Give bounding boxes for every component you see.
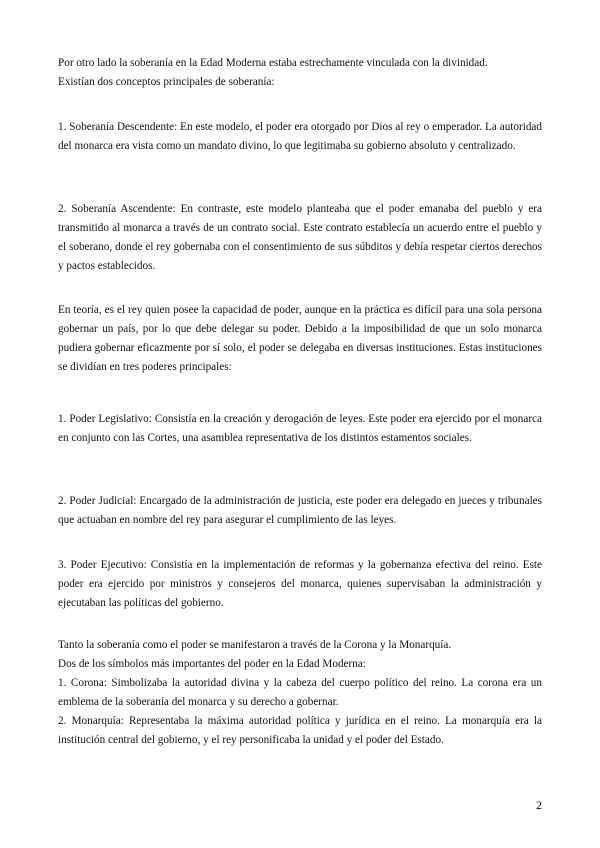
paragraph-soberania-descendente: 1. Soberanía Descendente: En este modelo, el poder era otorgado por Dios al rey o emperador. La autoridad del monarca era vista como un mandato divino, lo que legitimaba su gobierno absoluto y centralizado. [58,121,542,152]
paragraph-soberania-ascendente: 2. Soberanía Ascendente: En contraste, este modelo planteaba que el poder emanaba del pueblo y era transmitido al monarca a través de un contrato social. Este contrato establecía un acuerdo entre el pueblo y el soberano, donde el rey gobernaba con el consentimiento de sus súbditos y debía respetar ciertos derechos y pactos establecidos. [58,203,542,272]
page-number: 2 [536,798,542,812]
intro-block [58,54,542,92]
intro-line-2: Existían dos conceptos principales de soberanía: [58,76,275,88]
paragraph-poder-ejecutivo: 3. Poder Ejecutivo: Consistía en la implementación de reformas y la gobernanza efectiva del reino. Este poder era ejercido por ministros y consejeros del monarca, quienes supervisaban la administración y ejecutaban las políticas del gobierno. [58,559,542,609]
symbols-line-1: Tanto la soberanía como el poder se manifestaron a través de la Corona y la Monarquía. [58,639,452,651]
symbols-item-monarquia: 2. Monarquía: Representaba la máxima autoridad política y jurídica en el reino. La monarquía era la institución central del gobierno, y el rey personificaba la unidad y el poder del Estado. [58,715,542,746]
paragraph-poder-judicial: 2. Poder Judicial: Encargado de la administración de justicia, este poder era delegado en jueces y tribunales que actuaban en nombre del rey para asegurar el cumplimiento de las leyes. [58,495,542,526]
symbols-block [58,636,542,750]
paragraph-teoria-poder: En teoría, es el rey quien posee la capacidad de poder, aunque en la práctica es difícil para una sola persona gobernar un país, por lo que debe delegar su poder. Debido a la imposibilidad de que un solo monarca pudiera gobernar eficazmente por sí solo, el poder se delegaba en diversas instituciones. Estas instituciones se dividían en tres poderes principales: [58,304,542,373]
symbols-line-2: Dos de los símbolos más importantes del poder en la Edad Moderna: [58,658,366,670]
symbols-item-corona: 1. Corona: Simbolizaba la autoridad divina y la cabeza del cuerpo político del reino. La corona era un emblema de la soberanía del monarca y su derecho a gobernar. [58,677,542,708]
intro-line-1: Por otro lado la soberanía en la Edad Moderna estaba estrechamente vinculada con la divinidad. [58,57,488,69]
paragraph-poder-legislativo: 1. Poder Legislativo: Consistía en la creación y derogación de leyes. Este poder era ejercido por el monarca en conjunto con las Cortes, una asamblea representativa de los distintos estamentos sociales. [58,413,542,444]
